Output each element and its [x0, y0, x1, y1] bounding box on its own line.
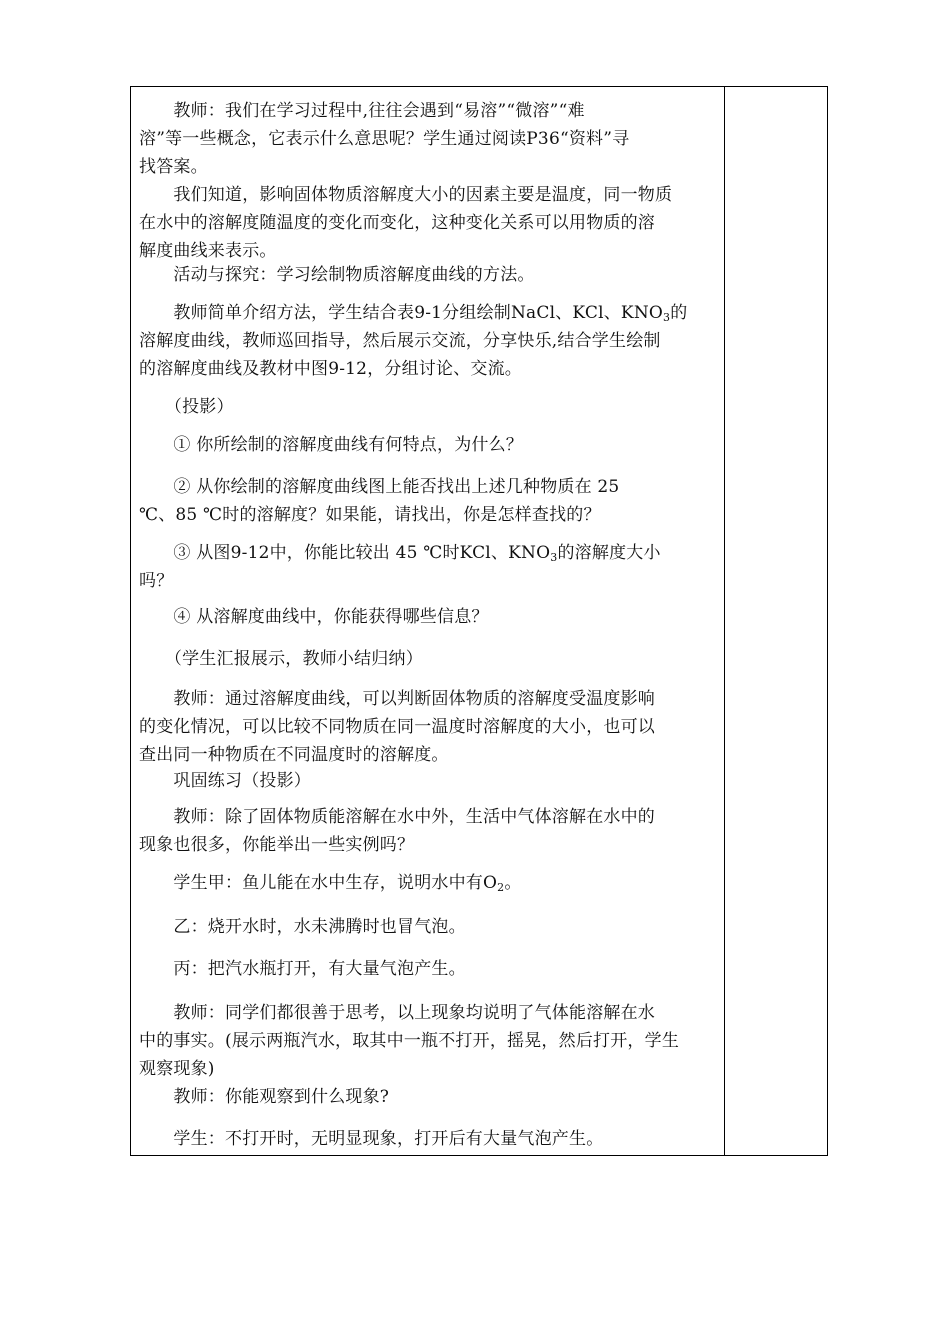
text-line: 教师：除了固体物质能溶解在水中外，生活中气体溶解在水中的 [139, 807, 655, 827]
lesson-table [130, 86, 828, 1156]
text-segment: 的 [670, 303, 688, 323]
paragraph-gas-question [139, 803, 723, 859]
text-line: 学生：不打开时，无明显现象，打开后有大量气泡产生。 [139, 1129, 604, 1149]
paragraph-method [139, 299, 723, 383]
paragraph-student-b [139, 913, 723, 941]
text-line: 巩固练习（投影） [139, 771, 311, 791]
main-content-cell [131, 87, 725, 1155]
text-line: 找答案。 [139, 157, 208, 177]
question-4 [139, 603, 723, 631]
paragraph-student-answer [139, 1125, 723, 1153]
text-line: ℃、85 ℃时的溶解度？如果能，请找出，你是怎样查找的？ [139, 505, 601, 525]
paragraph-practice [139, 767, 723, 795]
subscript: 3 [550, 551, 558, 564]
text-line: 教师：我们在学习过程中,往往会遇到“易溶”“微溶”“难 [139, 101, 585, 121]
question-1 [139, 431, 723, 459]
text-segment: 学生甲：鱼儿能在水中生存，说明水中有O [139, 873, 498, 893]
paragraph-intro-teacher [139, 97, 723, 181]
subscript: 3 [663, 311, 671, 324]
text-segment: ③ 从图9-12中，你能比较出 45 ℃时KCl、KNO [139, 543, 551, 563]
paragraph-activity [139, 261, 723, 289]
text-line: ② 从你绘制的溶解度曲线图上能否找出上述几种物质在 25 [139, 477, 620, 497]
text-segment: 的溶解度大小 [557, 543, 661, 563]
text-line: 我们知道，影响固体物质溶解度大小的因素主要是温度，同一物质 [139, 185, 673, 205]
text-line: （投影） [139, 397, 234, 417]
text-line: 在水中的溶解度随温度的变化而变化，这种变化关系可以用物质的溶 [139, 213, 655, 233]
paragraph-solubility-intro [139, 181, 723, 265]
text-line: 的溶解度曲线及教材中图9-12，分组讨论、交流。 [139, 359, 522, 379]
text-line: 中的事实。(展示两瓶汽水，取其中一瓶不打开，摇晃，然后打开，学生 [139, 1031, 680, 1051]
text-line: ④ 从溶解度曲线中，你能获得哪些信息？ [139, 607, 489, 627]
text-line: 教师：同学们都很善于思考，以上现象均说明了气体能溶解在水 [139, 1003, 655, 1023]
text-line [139, 539, 723, 567]
text-line: 解度曲线来表示。 [139, 241, 277, 261]
paragraph-student-report [139, 645, 723, 673]
subscript: 2 [497, 881, 505, 894]
question-2 [139, 473, 723, 529]
text-line: 乙：烧开水时，水未沸腾时也冒气泡。 [139, 917, 466, 937]
paragraph-teacher-observe [139, 1083, 723, 1111]
text-line: 查出同一种物质在不同温度时的溶解度。 [139, 745, 449, 765]
notes-cell [725, 87, 827, 1155]
paragraph-student-c [139, 955, 723, 983]
text-line: 的变化情况，可以比较不同物质在同一温度时溶解度的大小，也可以 [139, 717, 655, 737]
text-line: 丙：把汽水瓶打开，有大量气泡产生。 [139, 959, 466, 979]
paragraph-teacher-summary [139, 685, 723, 769]
text-line: 吗？ [139, 571, 174, 591]
text-segment: 。 [504, 873, 522, 893]
text-line: （学生汇报展示，教师小结归纳） [139, 649, 423, 669]
text-line: ① 你所绘制的溶解度曲线有何特点，为什么？ [139, 435, 524, 455]
text-line [139, 869, 723, 897]
text-line: 溶”等一些概念，它表示什么意思呢？学生通过阅读P36“资料”寻 [139, 129, 630, 149]
text-line: 现象也很多，你能举出一些实例吗？ [139, 835, 415, 855]
paragraph-student-a [139, 869, 723, 897]
text-segment: 教师简单介绍方法，学生结合表9-1分组绘制NaCl、KCl、KNO [139, 303, 664, 323]
paragraph-teacher-demo [139, 999, 723, 1083]
text-line [139, 299, 723, 327]
text-line: 教师：通过溶解度曲线，可以判断固体物质的溶解度受温度影响 [139, 689, 655, 709]
text-line: 活动与探究：学习绘制物质溶解度曲线的方法。 [139, 265, 535, 285]
paragraph-projection [139, 393, 723, 421]
text-line: 教师：你能观察到什么现象? [139, 1087, 390, 1107]
text-line: 溶解度曲线，教师巡回指导，然后展示交流，分享快乐,结合学生绘制 [139, 331, 661, 351]
question-3 [139, 539, 723, 595]
text-line: 观察现象) [139, 1059, 215, 1079]
